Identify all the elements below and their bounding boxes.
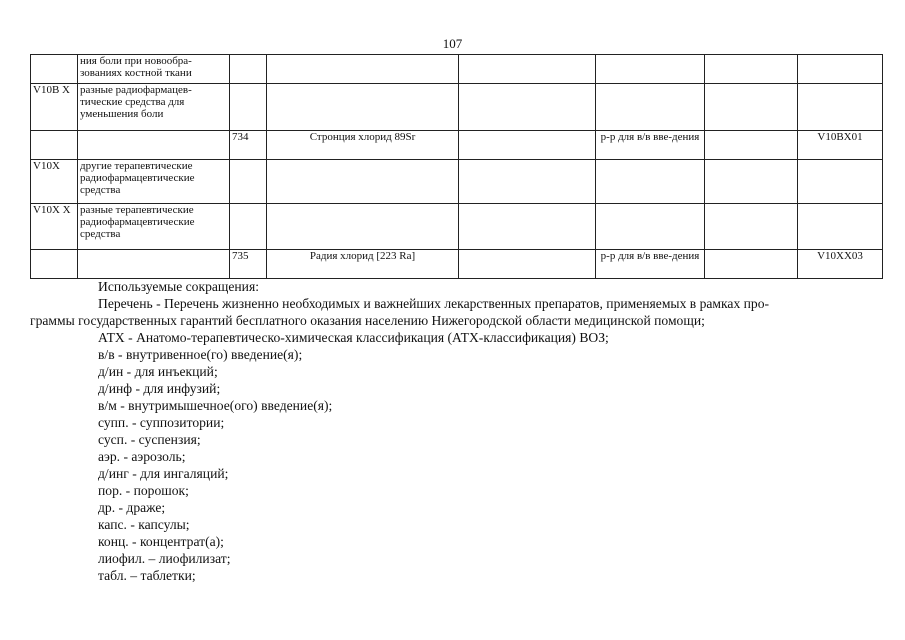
- empty-cell: [705, 250, 798, 279]
- abbreviation-item: лиофил. – лиофилизат;: [98, 551, 231, 566]
- dosage-form-cell: [596, 204, 705, 250]
- empty-cell: [459, 84, 596, 131]
- empty-cell: [459, 131, 596, 160]
- empty-cell: [705, 204, 798, 250]
- table-row: [31, 204, 883, 250]
- atc-group-name-cell: ния боли при новообра-зованиях костной ткани: [78, 55, 230, 84]
- atc-group-name-cell: [78, 250, 230, 279]
- empty-cell: [459, 160, 596, 204]
- dosage-form-cell: [596, 55, 705, 84]
- empty-cell: [705, 160, 798, 204]
- drug-name-cell: [267, 160, 459, 204]
- abbreviation-item: в/м - внутримышечное(ого) введение(я);: [98, 398, 333, 413]
- atc-group-name-cell: другие терапевтические радиофармацевтические средства: [78, 160, 230, 204]
- atc-code-cell: [798, 204, 883, 250]
- dosage-form-cell: р-р для в/в вве-дения: [596, 131, 705, 160]
- abbreviation-item: конц. - концентрат(а);: [98, 534, 224, 549]
- table-row: [31, 131, 883, 160]
- table-row: [31, 250, 883, 279]
- atc-code-cell: [798, 160, 883, 204]
- atc-code-cell: [798, 55, 883, 84]
- abbreviation-item: аэр. - аэрозоль;: [98, 449, 186, 464]
- drug-name-cell: Стронция хлорид 89Sr: [267, 131, 459, 160]
- abbreviation-item: пор. - порошок;: [98, 483, 189, 498]
- atc-group-code-cell: V10B X: [31, 84, 78, 131]
- abbreviation-item: в/в - внутривенное(го) введение(я);: [98, 347, 303, 362]
- abbreviation-item: др. - драже;: [98, 500, 166, 515]
- drug-table: [30, 54, 883, 279]
- page-number: 107: [442, 36, 463, 51]
- atc-code-cell: V10XX03: [798, 250, 883, 279]
- empty-cell: [459, 250, 596, 279]
- empty-cell: [459, 204, 596, 250]
- drug-name-cell: [267, 55, 459, 84]
- atc-group-name-cell: [78, 131, 230, 160]
- empty-cell: [705, 84, 798, 131]
- abbreviation-item: д/инф - для инфузий;: [98, 381, 221, 396]
- atc-group-code-cell: [31, 250, 78, 279]
- abbreviation-item: д/инг - для ингаляций;: [98, 466, 229, 481]
- abbreviation-item: капс. - капсулы;: [98, 517, 190, 532]
- abbreviation-item: супп. - суппозитории;: [98, 415, 225, 430]
- abbreviation-item: сусп. - суспензия;: [98, 432, 201, 447]
- empty-cell: [705, 131, 798, 160]
- abbreviations-heading: Используемые сокращения:: [98, 279, 259, 294]
- abbreviation-item: АТХ - Анатомо-терапевтическо-химическая классификация (АТХ-классификация) ВОЗ;: [98, 330, 609, 345]
- atc-group-code-cell: [31, 55, 78, 84]
- table-row: [31, 160, 883, 204]
- dosage-form-cell: [596, 160, 705, 204]
- abbreviation-list: [98, 329, 880, 584]
- item-number-cell: [230, 84, 267, 131]
- drug-name-cell: Радия хлорид [223 Ra]: [267, 250, 459, 279]
- abbreviation-item: табл. – таблетки;: [98, 568, 196, 583]
- atc-code-cell: [798, 84, 883, 131]
- item-number-cell: [230, 55, 267, 84]
- table-row: [31, 84, 883, 131]
- perechen-definition-line-2: граммы государственных гарантий бесплатного оказания населению Нижегородской области медицинской помощи;: [30, 313, 705, 328]
- atc-group-name-cell: разные терапевтические радиофармацевтические средства: [78, 204, 230, 250]
- item-number-cell: [230, 204, 267, 250]
- atc-group-code-cell: V10X: [31, 160, 78, 204]
- drug-name-cell: [267, 84, 459, 131]
- perechen-definition-line-1: Перечень - Перечень жизненно необходимых и важнейших лекарственных препаратов, применяемых в рамках про-: [98, 296, 770, 311]
- empty-cell: [705, 55, 798, 84]
- drug-name-cell: [267, 204, 459, 250]
- empty-cell: [459, 55, 596, 84]
- item-number-cell: 735: [230, 250, 267, 279]
- table-row: [31, 55, 883, 84]
- atc-group-code-cell: [31, 131, 78, 160]
- atc-group-name-cell: разные радиофармацев-тические средства для уменьшения боли: [78, 84, 230, 131]
- dosage-form-cell: р-р для в/в вве-дения: [596, 250, 705, 279]
- abbreviation-item: д/ин - для инъекций;: [98, 364, 218, 379]
- atc-code-cell: V10BX01: [798, 131, 883, 160]
- item-number-cell: 734: [230, 131, 267, 160]
- item-number-cell: [230, 160, 267, 204]
- atc-group-code-cell: V10X X: [31, 204, 78, 250]
- dosage-form-cell: [596, 84, 705, 131]
- abbreviations-section: [30, 278, 880, 584]
